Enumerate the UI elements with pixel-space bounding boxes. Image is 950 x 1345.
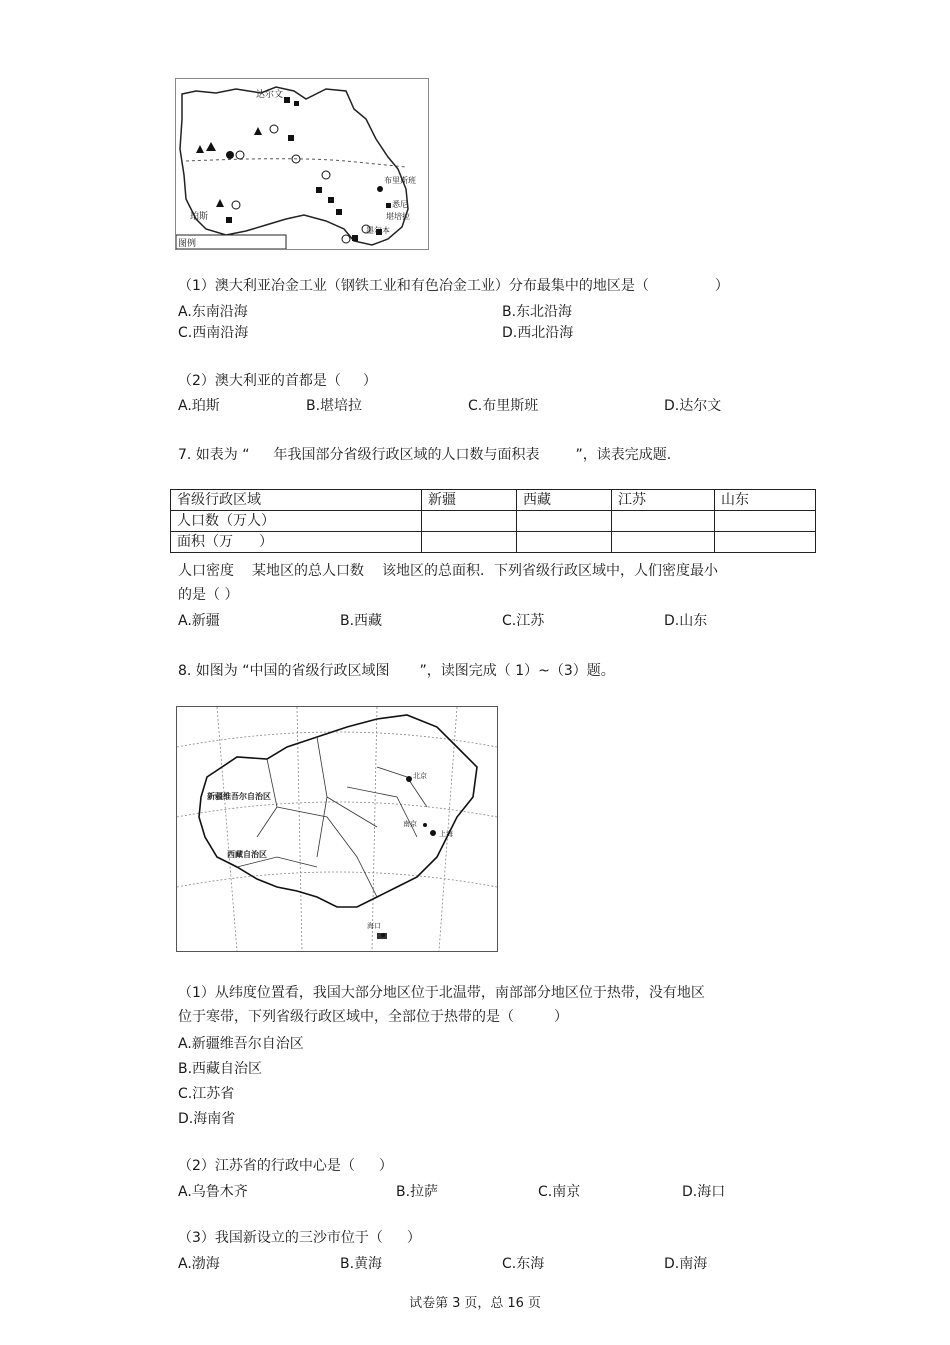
china-map-label-haikou: 海口 [367, 922, 381, 930]
page-footer [0, 1292, 950, 1311]
table-cell [517, 532, 612, 553]
table-header-cell: 新疆 [422, 490, 517, 511]
q8-sub1-option-d[interactable]: D.海南省 [178, 1111, 236, 1127]
map-label-melbourne: 墨尔本 [366, 226, 390, 235]
q6-sub1-option-c[interactable]: C.西南沿海 [178, 325, 249, 341]
q8-sub1-line1: （1）从纬度位置看，我国大部分地区位于北温带，南部部分地区位于热带，没有地区 [178, 985, 705, 1001]
q6-sub1-option-a[interactable]: A.东南沿海 [178, 304, 248, 320]
q6-sub2-stem: （2）澳大利亚的首都是（ ） [178, 373, 377, 389]
china-map-label-shanghai: 上海 [439, 830, 453, 838]
q6-sub1-option-d[interactable]: D.西北沿海 [502, 325, 574, 341]
map-label-sydney: 悉尼 [392, 200, 408, 209]
q6-sub2-option-a[interactable]: A.珀斯 [178, 398, 220, 414]
table-cell: 面积（万 ） [171, 532, 422, 553]
table-header-cell: 西藏 [517, 490, 612, 511]
map-label-canberra: 堪培拉 [386, 212, 410, 221]
table-cell [517, 511, 612, 532]
table-cell [422, 511, 517, 532]
q6-sub2-option-d[interactable]: D.达尔文 [664, 398, 722, 414]
q7-stem: 7. 如表为 “ 年我国部分省级行政区域的人口数与面积表 ”，读表完成题. [178, 447, 672, 463]
australia-map-figure [175, 78, 429, 250]
population-area-table [170, 489, 816, 553]
table-cell [422, 532, 517, 553]
china-map-label-nanjing: 南京 [403, 820, 417, 828]
footer-prefix: 试卷第 [409, 1296, 449, 1311]
china-map-label-xinjiang: 新疆维吾尔自治区 [207, 792, 271, 801]
q8-sub2-option-a[interactable]: A.乌鲁木齐 [178, 1184, 248, 1200]
table-row [171, 532, 816, 553]
q8-stem: 8. 如图为 “中国的省级行政区域图 ”，读图完成（ 1）~（3）题。 [178, 663, 615, 679]
q8-sub1-option-b[interactable]: B.西藏自治区 [178, 1061, 263, 1077]
table-header-row [171, 490, 816, 511]
table-cell [715, 511, 816, 532]
q6-sub1-stem: （1）澳大利亚冶金工业（钢铁工业和有色冶金工业）分布最集中的地区是（ ） [178, 278, 729, 294]
australia-map-svg [176, 79, 428, 249]
q7-option-a[interactable]: A.新疆 [178, 613, 220, 629]
footer-suffix: 页 [527, 1296, 541, 1311]
q8-sub1-line2: 位于寒带，下列省级行政区域中，全部位于热带的是（ ） [178, 1009, 568, 1025]
q6-sub2-option-c[interactable]: C.布里斯班 [468, 398, 539, 414]
table-header-cell: 江苏 [612, 490, 715, 511]
q8-sub2-option-b[interactable]: B.拉萨 [396, 1184, 439, 1200]
china-map-figure [176, 706, 498, 952]
table-header-cell: 山东 [715, 490, 816, 511]
q8-sub2-option-c[interactable]: C.南京 [538, 1184, 581, 1200]
table-row [171, 511, 816, 532]
map-label-darwin: 达尔文 [256, 90, 284, 100]
q7-density-line: 人口密度 某地区的总人口数 该地区的总面积．下列省级行政区域中，人们密度最小 [178, 563, 718, 579]
q6-sub2-option-b[interactable]: B.堪培拉 [306, 398, 363, 414]
footer-middle: 页，总 [464, 1296, 504, 1311]
q8-sub3-option-b[interactable]: B.黄海 [340, 1256, 383, 1272]
china-map-label-beijing: 北京 [413, 772, 427, 780]
q6-sub1-option-b[interactable]: B.东北沿海 [502, 304, 573, 320]
table-cell [612, 511, 715, 532]
q8-sub3-option-c[interactable]: C.东海 [502, 1256, 545, 1272]
q7-option-c[interactable]: C.江苏 [502, 613, 545, 629]
q7-option-b[interactable]: B.西藏 [340, 613, 383, 629]
table-cell: 人口数（万人） [171, 511, 422, 532]
table-cell [612, 532, 715, 553]
footer-total-pages: 16 [507, 1296, 524, 1311]
q8-sub3-option-a[interactable]: A.渤海 [178, 1256, 220, 1272]
q8-sub3-option-d[interactable]: D.南海 [664, 1256, 708, 1272]
china-map-label-xizang: 西藏自治区 [227, 850, 267, 859]
q8-sub3-stem: （3）我国新设立的三沙市位于（ ） [178, 1230, 421, 1246]
map-legend-label: 图例 [178, 239, 197, 249]
q7-option-d[interactable]: D.山东 [664, 613, 708, 629]
map-label-brisbane: 布里斯班 [384, 176, 416, 185]
q8-sub1-option-c[interactable]: C.江苏省 [178, 1086, 235, 1102]
q8-sub2-stem: （2）江苏省的行政中心是（ ） [178, 1158, 393, 1174]
table-header-cell: 省级行政区域 [171, 490, 422, 511]
q8-sub1-option-a[interactable]: A.新疆维吾尔自治区 [178, 1036, 304, 1052]
map-label-perth: 珀斯 [190, 212, 209, 222]
footer-page-number: 3 [452, 1296, 461, 1311]
q8-sub2-option-d[interactable]: D.海口 [682, 1184, 726, 1200]
q7-question-end: 的是（ ） [178, 587, 239, 603]
table-cell [715, 532, 816, 553]
